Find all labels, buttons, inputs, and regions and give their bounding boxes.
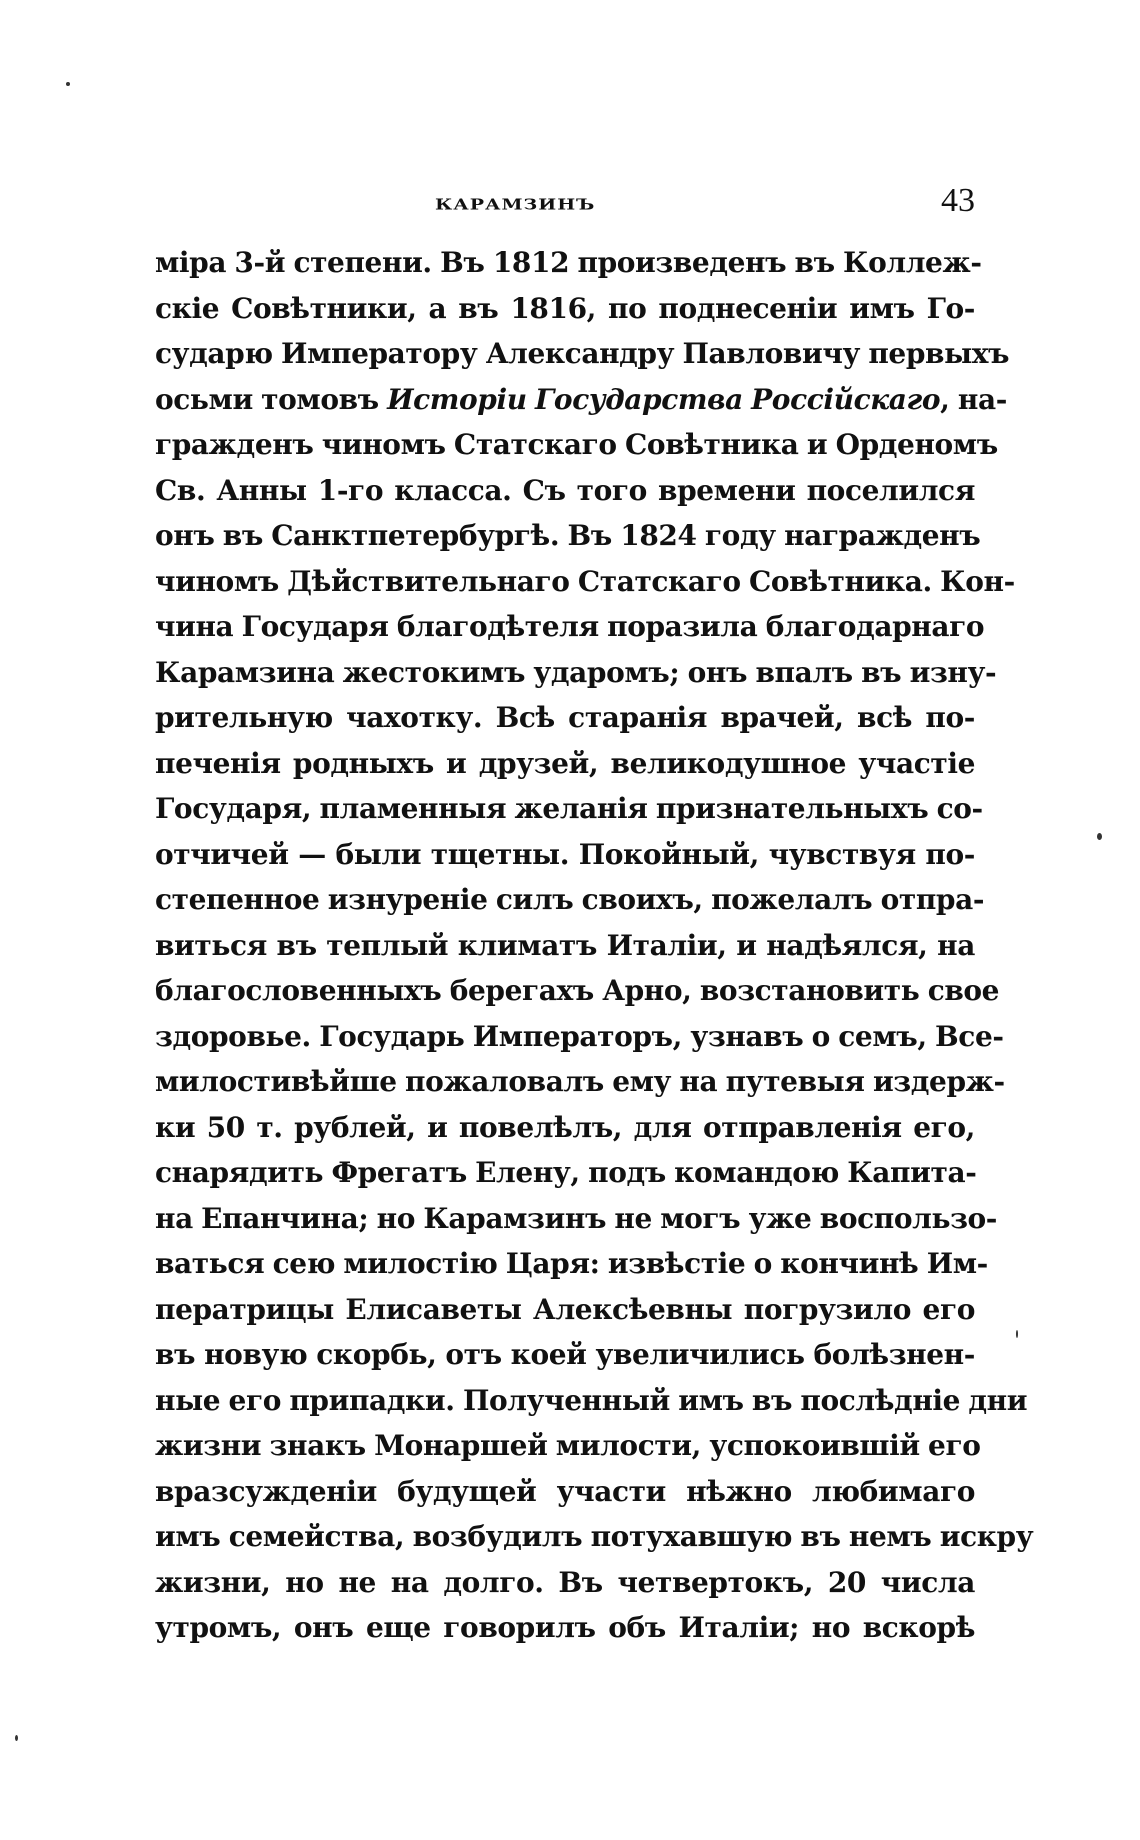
text-line: жизни знакъ Монаршей милости, успокоившій его [155,1429,981,1462]
text-line: степенное изнуреніе силъ своихъ, пожелалъ отпра- [155,883,985,916]
text-fragment: , на- [940,382,1007,416]
page-number: 43 [941,182,975,219]
text-line: міра 3-й степени. Въ 1812 произведенъ въ Коллеж- [155,246,982,279]
page-header [155,182,975,230]
text-line: чина Государя благодѣтеля поразила благодарнаго [155,610,985,643]
text-line: Карамзина жестокимъ ударомъ; онъ впалъ въ изну- [155,655,997,689]
text-line: чиномъ Дѣйствительнаго Статскаго Совѣтника. Кон- [155,564,1015,598]
italic-title: Исторіи Государства Россійскаго [387,382,941,416]
text-line: гражденъ чиномъ Статскаго Совѣтника и Орденомъ [155,428,998,461]
text-line: здоровье. Государь Императоръ, узнавъ о семъ, Все- [155,1019,1004,1053]
text-line: сударю Императору Александру Павловичу первыхъ [155,337,1010,370]
scan-speck [15,1735,18,1741]
scan-speck [1016,1330,1018,1338]
text-line [155,377,1007,423]
text-line: ки 50 т. рублей, и повелѣлъ, для отправленія его, [155,1110,975,1144]
text-line: благословенныхъ берегахъ Арно, возстановить свое [155,974,1000,1007]
text-line: онъ въ Санктпетербургѣ. Въ 1824 году награжденъ [155,519,981,552]
scan-speck [66,82,70,86]
scan-speck [1097,833,1102,840]
text-line: рительную чахотку. Всѣ старанія врачей, всѣ по- [155,701,975,734]
text-line: виться въ теплый климатъ Италіи, и надѣялся, на [155,928,975,962]
running-title: КАРАМЗИНЪ [435,196,596,214]
text-line: въ новую скорбь, отъ коей увеличились болѣзнен- [155,1338,975,1371]
text-line: Св. Анны 1-го класса. Съ того времени поселился [155,473,975,507]
body-text [155,240,1034,1651]
text-line: скіе Совѣтники, а въ 1816, по поднесеніи имъ Го- [155,291,975,325]
text-line: снарядить Фрегатъ Елену, подъ командою Капита- [155,1156,977,1189]
text-line: ператрицы Елисаветы Алексѣевны погрузило его [155,1292,975,1326]
text-line: на Епанчина; но Карамзинъ не могъ уже воспользо- [155,1201,998,1235]
text-line: Государя, пламенныя желанія признательныхъ со- [155,792,983,825]
text-fragment: осьми томовъ [155,382,388,416]
text-line: жизни, но не на долго. Въ четвертокъ, 20 числа [155,1565,975,1599]
text-line: отчичей — были тщетны. Покойный, чувствуя по- [155,837,975,871]
text-line: ваться сею милостію Царя: извѣстіе о кончинѣ Им- [155,1247,988,1280]
text-line: вразсужденіи будущей участи нѣжно любимаго [155,1474,975,1508]
text-line: утромъ, онъ еще говорилъ объ Италіи; но вскорѣ [155,1611,975,1644]
text-line: ные его припадки. Полученный имъ въ послѣдніе дни [155,1383,1028,1417]
text-line: милостивѣйше пожаловалъ ему на путевыя издерж- [155,1065,1005,1098]
text-line: печенія родныхъ и друзей, великодушное участіе [155,746,975,780]
text-line: имъ семейства, возбудилъ потухавшую въ немъ искру [155,1520,1034,1553]
